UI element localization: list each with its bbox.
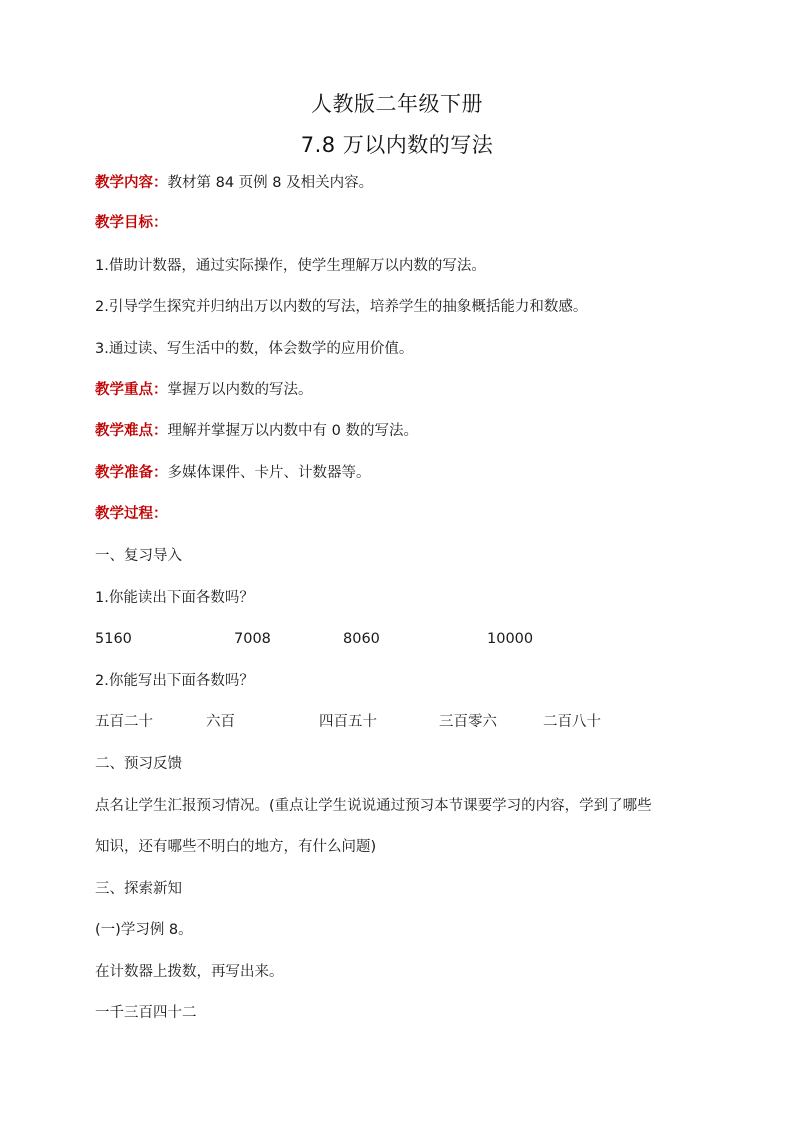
goal-item: 1.借助计数器，通过实际操作，使学生理解万以内数的写法。 [95,258,486,274]
prep-line [95,463,371,483]
write-number: 三百零六 [439,714,497,730]
write-number: 六百 [206,714,235,730]
write-number: 五百二十 [95,714,153,730]
read-number: 5160 [95,631,132,647]
part3-heading: 三、探索新知 [95,881,182,897]
goals-label: 教学目标： [95,215,168,231]
book-title: 人教版二年级下册 [311,92,483,116]
goal-item: 3.通过读、写生活中的数，体会数学的应用价值。 [95,341,414,357]
difficulty-text: 理解并掌握万以内数中有 0 数的写法。 [167,423,418,439]
write-number: 二百八十 [543,714,601,730]
content-line [95,173,373,193]
difficulty-label: 教学难点： [95,423,168,439]
part1-heading: 一、复习导入 [95,548,182,564]
read-number: 10000 [487,631,534,647]
goal-item: 2.引导学生探究并归纳出万以内数的写法，培养学生的抽象概括能力和数感。 [95,299,588,315]
example-heading: (一)学习例 8。 [95,922,193,938]
content-label: 教学内容： [95,175,168,191]
key-text: 掌握万以内数的写法。 [167,382,313,398]
instruction: 在计数器上拨数，再写出来。 [95,964,284,980]
process-label: 教学过程： [95,506,168,522]
lesson-title: 7.8 万以内数的写法 [300,133,494,157]
write-number: 四百五十 [319,714,377,730]
content-text: 教材第 84 页例 8 及相关内容。 [167,175,374,191]
read-number: 7008 [234,631,271,647]
part2-text: 点名让学生汇报预习情况。(重点让学生说说通过预习本节课要学习的内容，学到了哪些 [95,798,652,814]
part2-heading: 二、预习反馈 [95,756,182,772]
number-word: 一千三百四十二 [95,1005,197,1021]
process-line [95,504,168,524]
part2-text: 知识，还有哪些不明白的地方，有什么问题) [95,839,377,855]
prep-label: 教学准备： [95,465,168,481]
question-2: 2.你能写出下面各数吗？ [95,673,254,689]
prep-text: 多媒体课件、卡片、计数器等。 [167,465,371,481]
key-line [95,380,313,400]
key-label: 教学重点： [95,382,168,398]
question-1: 1.你能读出下面各数吗？ [95,590,254,606]
goals-line [95,213,168,233]
read-number: 8060 [343,631,380,647]
difficulty-line [95,421,418,441]
